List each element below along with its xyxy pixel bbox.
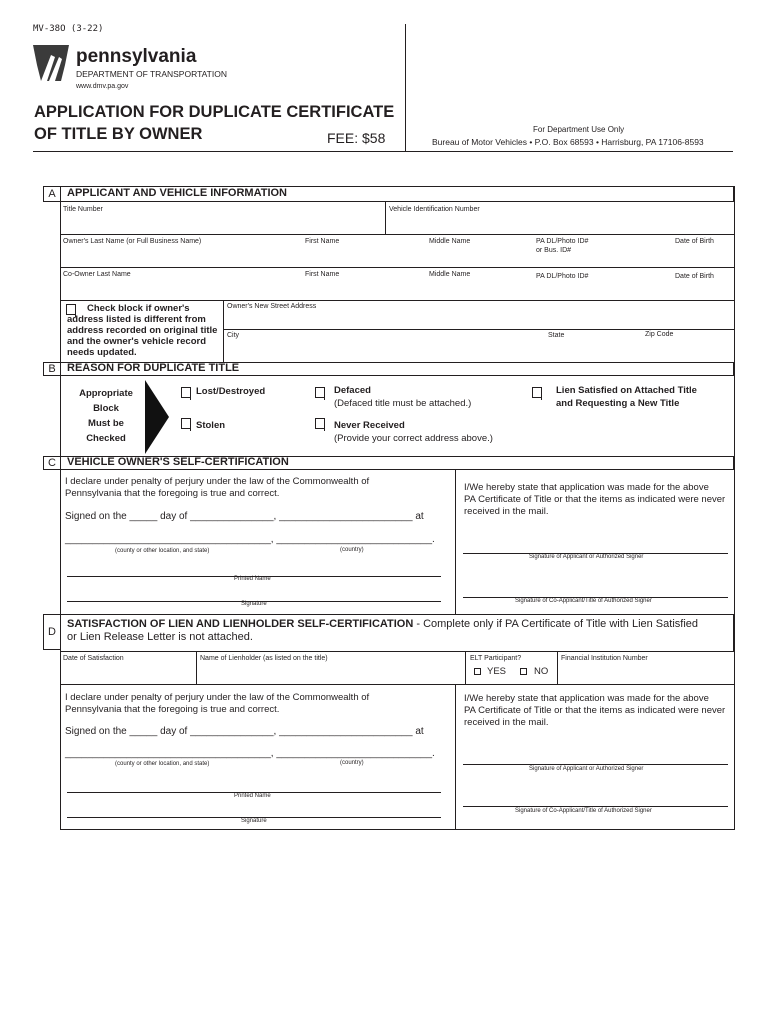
never-received-note: (Provide your correct address above.) [334,433,493,444]
c-country-label: (country) [340,547,364,553]
section-d-title-bold: SATISFACTION OF LIEN AND LIENHOLDER SELF-CERTIFICATION [67,618,414,630]
defaced-checkbox[interactable] [315,387,325,398]
section-a-letter: A [43,186,61,202]
form-title-line2: OF TITLE BY OWNER [34,125,203,143]
c-signature-label: Signature [241,601,267,607]
city-label: City [227,332,240,339]
d-declare-line1: I declare under penalty of perjury under the law of the Commonwealth of [65,692,370,703]
lost-destroyed-label: Lost/Destroyed [196,386,266,397]
c-coapplicant-signature-label: Signature of Co-Applicant/Title of Authorized Signer [515,598,652,604]
d-county-label: (county or other location, and state) [115,761,210,767]
c-right-line2: PA Certificate of Title or that the items as indicated were never [464,494,726,505]
section-d-title [67,618,731,644]
d-right-line1: I/We hereby state that application was made for the above [464,693,709,704]
section-d-title-rest2: or Lien Release Letter is not attached. [67,631,253,643]
bureau-address: Bureau of Motor Vehicles • P.O. Box 68593 • Harrisburg, PA 17106-8593 [432,137,704,147]
coowner-dob-label: Date of Birth [675,273,714,280]
vin-label: Vehicle Identification Number [389,206,480,213]
owner-last-name-label: Owner's Last Name (or Full Business Name) [63,238,202,245]
lien-satisfied-checkbox[interactable] [532,387,542,398]
lien-satisfied-label-2: and Requesting a New Title [556,398,680,409]
d-printed-name-label: Printed Name [234,793,271,799]
new-street-label: Owner's New Street Address [227,303,317,310]
department-use-label: For Department Use Only [533,125,625,134]
c-signed-on[interactable]: Signed on the _____ day of _______________, ________________________ at [65,511,424,522]
never-received-label: Never Received [334,420,405,431]
d-country-label: (country) [340,760,364,766]
lienholder-name-label: Name of Lienholder (as listed on the title) [200,655,328,662]
section-d-letter: D [43,614,61,650]
c-declare-line2: Pennsylvania that the foregoing is true and correct. [65,488,280,499]
title-number-label: Title Number [63,206,103,213]
d-coapplicant-signature-line[interactable] [463,806,728,807]
d-coapplicant-signature-label: Signature of Co-Applicant/Title of Authorized Signer [515,808,652,814]
instruction-block: Block [93,403,119,414]
d-declare-line2: Pennsylvania that the foregoing is true and correct. [65,704,280,715]
website: www.dmv.pa.gov [76,83,129,90]
instruction-must-be: Must be [88,418,124,429]
never-received-checkbox[interactable] [315,418,325,429]
state-label: State [548,332,565,339]
owner-dl-label: PA DL/Photo ID# [536,238,589,245]
section-c-title: VEHICLE OWNER'S SELF-CERTIFICATION [67,456,289,468]
fee: FEE: $58 [327,130,386,146]
brand-name: pennsylvania [76,46,197,67]
elt-no-label: NO [534,666,549,677]
coowner-dl-label: PA DL/Photo ID# [536,273,589,280]
zip-label: Zip Code [645,331,674,338]
stolen-checkbox[interactable] [181,418,191,429]
lost-destroyed-checkbox[interactable] [181,387,191,398]
section-b-title: REASON FOR DUPLICATE TITLE [67,362,240,374]
d-signed-on[interactable]: Signed on the _____ day of _______________, ________________________ at [65,726,424,737]
form-code: MV-38O (3-22) [33,24,104,34]
d-applicant-signature-label: Signature of Applicant or Authorized Signer [529,766,644,772]
elt-label: ELT Participant? [470,655,522,662]
owner-dob-label: Date of Birth [675,238,714,245]
section-d-title-rest: - Complete only if PA Certificate of Title with Lien Satisfied [413,618,698,630]
c-right-line1: I/We hereby state that application was made for the above [464,482,709,493]
address-change-text: Check block if owner's address listed is different from address recorded on original title and the owner's vehicle record needs updated. [67,303,218,358]
owner-first-name-label: First Name [305,238,340,245]
owner-middle-name-label: Middle Name [429,238,471,245]
section-a-title: APPLICANT AND VEHICLE INFORMATION [67,187,287,199]
c-right-line3: received in the mail. [464,506,549,517]
c-printed-name-label: Printed Name [234,576,271,582]
lien-satisfied-label-1: Lien Satisfied on Attached Title [556,385,697,396]
coowner-middle-name-label: Middle Name [429,271,471,278]
d-signature-label: Signature [241,818,267,824]
defaced-label: Defaced [334,385,371,396]
pointer-arrow-icon [145,380,171,454]
d-right-line2: PA Certificate of Title or that the items as indicated were never [464,705,726,716]
d-location-line[interactable]: _____________________________________, ____________________________. [65,748,435,759]
section-c-letter: C [43,456,61,470]
c-county-label: (county or other location, and state) [115,548,210,554]
c-declare-line1: I declare under penalty of perjury under the law of the Commonwealth of [65,476,370,487]
coowner-last-name-label: Co-Owner Last Name [63,271,131,278]
instruction-checked: Checked [86,433,126,444]
elt-yes-checkbox[interactable] [474,668,481,675]
penndot-keystone-logo [31,43,71,83]
owner-bus-id-label: or Bus. ID# [536,247,572,254]
c-applicant-signature-label: Signature of Applicant or Authorized Signer [529,554,644,560]
d-applicant-signature-line[interactable] [463,764,728,765]
c-location-line[interactable]: _____________________________________, ____________________________. [65,534,435,545]
department-name: DEPARTMENT OF TRANSPORTATION [76,69,227,79]
elt-no-checkbox[interactable] [520,668,527,675]
section-b-letter: B [43,362,61,376]
d-right-line3: received in the mail. [464,717,549,728]
date-satisfaction-label: Date of Satisfaction [63,655,124,662]
defaced-note: (Defaced title must be attached.) [334,398,472,409]
stolen-label: Stolen [196,420,226,431]
form-title-line1: APPLICATION FOR DUPLICATE CERTIFICATE [34,103,395,121]
financial-institution-label: Financial Institution Number [561,655,648,662]
elt-yes-label: YES [487,666,507,677]
instruction-appropriate: Appropriate [79,388,133,399]
coowner-first-name-label: First Name [305,271,340,278]
